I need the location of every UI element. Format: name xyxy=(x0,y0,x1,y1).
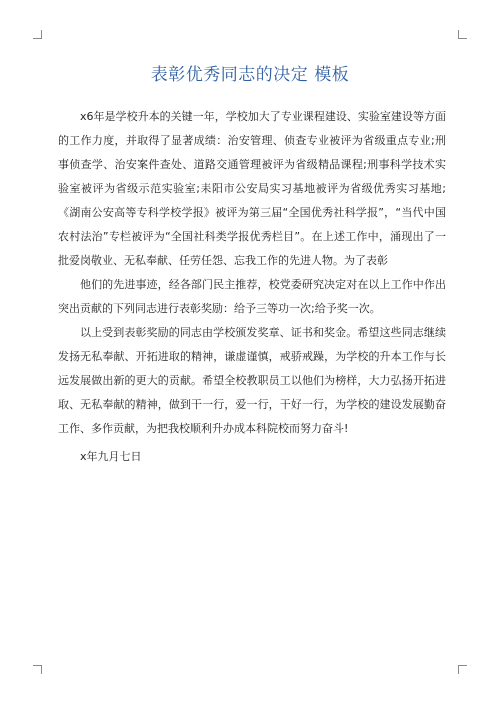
body-paragraph-1: x6年是学校升本的关键一年，学校加大了专业课程建设、实验室建设等方面的工作力度，并取得了显著成绩：治安管理、侦查专业被评为省级重点专业;刑事侦查学、治安案件查处、道路交通管理被评为省级精品课程;刑事科学技术实验室被评为省级示范实验室;耒阳市公安局实习基地被评为省级优秀实习基地;《湖南公安高等专科学校学报》被评为第三届“全国优秀社科学报”，“当代中国农村法治”专栏被评为“全国社科类学报优秀栏目”。在上述工作中，涌现出了一批爱岗敬业、无私奉献、任劳任怨、忘我工作的先进人物。为了表彰 xyxy=(58,110,446,267)
corner-crop-mark-top-right xyxy=(458,30,467,39)
corner-crop-mark-top-left xyxy=(33,30,42,39)
corner-crop-mark-bottom-left xyxy=(33,665,42,674)
document-date: x年九月七日 xyxy=(80,450,142,463)
document-body xyxy=(58,105,446,469)
document-title: 表彰优秀同志的决定 模板 xyxy=(150,65,350,85)
body-paragraph-2: 他们的先进事迹，经各部门民主推荐，校党委研究决定对在以上工作中作出突出贡献的下列同志进行表彰奖励：给予三等功一次;给予奖一次。 xyxy=(58,278,446,315)
corner-crop-mark-bottom-right xyxy=(458,665,467,674)
body-paragraph-3: 以上受到表彰奖励的同志由学校颁发奖章、证书和奖金。希望这些同志继续发扬无私奉献、开拓进取的精神，谦虚谨慎，戒骄戒躁，为学校的升本工作与长远发展做出新的更大的贡献。希望全校教职员工以他们为榜样，大力弘扬开拓进取、无私奉献的精神，做到干一行，爱一行，干好一行，为学校的建设发展勤奋工作、多作贡献，为把我校顺利升办成本科院校而努力奋斗! xyxy=(58,326,446,435)
